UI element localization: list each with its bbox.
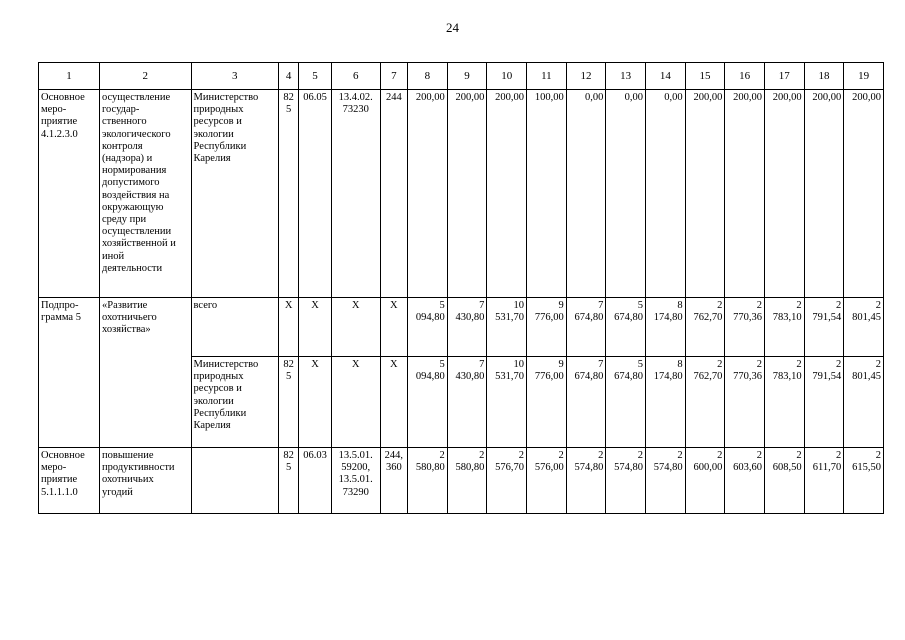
page-number: 24	[446, 20, 459, 35]
expense-type-cell: 244	[380, 90, 407, 298]
value-cell: 10 531,70	[487, 357, 527, 448]
expense-type-cell: 244, 360	[380, 448, 407, 514]
header-cell: 6	[331, 63, 380, 90]
event-name-cell: повышение продуктивности охотничьих угодий	[100, 448, 192, 514]
event-code-cell: Основное меро- приятие 4.1.2.3.0	[39, 90, 100, 298]
header-cell: 3	[191, 63, 278, 90]
value-cell: 200,00	[447, 90, 487, 298]
value-cell: 0,00	[566, 90, 606, 298]
executor-cell: Министерство природных ресурсов и экологии Республики Карелия	[191, 90, 278, 298]
header-cell: 10	[487, 63, 527, 90]
value-cell: 10 531,70	[487, 298, 527, 357]
target-article-cell: 13.4.02. 73230	[331, 90, 380, 298]
table-row	[39, 298, 884, 357]
value-cell: 0,00	[606, 90, 646, 298]
header-cell: 18	[804, 63, 844, 90]
value-cell: 5 094,80	[408, 298, 448, 357]
target-article-cell: X	[331, 298, 380, 357]
value-cell: 100,00	[527, 90, 567, 298]
value-cell: 8 174,80	[646, 357, 686, 448]
header-cell: 19	[844, 63, 884, 90]
value-cell: 2 611,70	[804, 448, 844, 514]
value-cell: 5 674,80	[606, 357, 646, 448]
expense-type-cell: X	[380, 357, 407, 448]
executor-cell: Министерство природных ресурсов и экологии Республики Карелия	[191, 357, 278, 448]
value-cell: 2 576,00	[527, 448, 567, 514]
event-name-cell: осуществление государ- ственного экологического контроля (надзора) и нормирования допустимого воздействия на окружающую среду при осуществлении хозяйственной и иной деятельности	[100, 90, 192, 298]
header-cell: 7	[380, 63, 407, 90]
header-cell: 4	[278, 63, 298, 90]
section-code-cell: X	[299, 357, 332, 448]
value-cell: 2 783,10	[764, 357, 804, 448]
value-cell: 9 776,00	[527, 298, 567, 357]
value-cell: 5 094,80	[408, 357, 448, 448]
header-cell: 5	[299, 63, 332, 90]
grbs-code-cell: 825	[278, 448, 298, 514]
value-cell: 2 574,80	[606, 448, 646, 514]
value-cell: 2 791,54	[804, 298, 844, 357]
expense-type-cell: X	[380, 298, 407, 357]
header-cell: 16	[725, 63, 765, 90]
section-code-cell: 06.03	[299, 448, 332, 514]
header-cell: 12	[566, 63, 606, 90]
value-cell: 200,00	[408, 90, 448, 298]
value-cell: 7 674,80	[566, 298, 606, 357]
value-cell: 7 430,80	[447, 298, 487, 357]
header-cell: 1	[39, 63, 100, 90]
value-cell: 8 174,80	[646, 298, 686, 357]
section-code-cell: X	[299, 298, 332, 357]
value-cell: 2 615,50	[844, 448, 884, 514]
header-cell: 8	[408, 63, 448, 90]
value-cell: 7 674,80	[566, 357, 606, 448]
value-cell: 7 430,80	[447, 357, 487, 448]
value-cell: 2 770,36	[725, 298, 765, 357]
value-cell: 9 776,00	[527, 357, 567, 448]
grbs-code-cell: X	[278, 298, 298, 357]
value-cell: 2 574,80	[646, 448, 686, 514]
value-cell: 2 580,80	[447, 448, 487, 514]
value-cell: 2 770,36	[725, 357, 765, 448]
value-cell: 2 791,54	[804, 357, 844, 448]
grbs-code-cell: 825	[278, 90, 298, 298]
value-cell: 200,00	[487, 90, 527, 298]
header-cell: 9	[447, 63, 487, 90]
value-cell: 5 674,80	[606, 298, 646, 357]
budget-table	[38, 62, 884, 514]
value-cell: 2 574,80	[566, 448, 606, 514]
value-cell: 200,00	[844, 90, 884, 298]
header-cell: 11	[527, 63, 567, 90]
value-cell: 200,00	[685, 90, 725, 298]
section-code-cell: 06.05	[299, 90, 332, 298]
header-cell: 14	[646, 63, 686, 90]
value-cell: 2 762,70	[685, 298, 725, 357]
event-code-cell: Основное меро- приятие 5.1.1.1.0	[39, 448, 100, 514]
value-cell: 2 801,45	[844, 357, 884, 448]
table-header-row	[39, 63, 884, 90]
value-cell: 2 801,45	[844, 298, 884, 357]
header-cell: 17	[764, 63, 804, 90]
subprogram-name-cell: «Развитие охотничьего хозяйства»	[100, 298, 192, 448]
value-cell: 200,00	[804, 90, 844, 298]
table-row	[39, 448, 884, 514]
value-cell: 200,00	[764, 90, 804, 298]
header-cell: 13	[606, 63, 646, 90]
value-cell: 2 603,60	[725, 448, 765, 514]
subprogram-code-cell: Подпро- грамма 5	[39, 298, 100, 448]
value-cell: 2 762,70	[685, 357, 725, 448]
header-cell: 2	[100, 63, 192, 90]
executor-cell	[191, 448, 278, 514]
value-cell: 0,00	[646, 90, 686, 298]
value-cell: 2 608,50	[764, 448, 804, 514]
value-cell: 2 600,00	[685, 448, 725, 514]
executor-cell: всего	[191, 298, 278, 357]
value-cell: 2 576,70	[487, 448, 527, 514]
grbs-code-cell: 825	[278, 357, 298, 448]
value-cell: 2 783,10	[764, 298, 804, 357]
table-row	[39, 90, 884, 298]
target-article-cell: 13.5.01. 59200, 13.5.01. 73290	[331, 448, 380, 514]
value-cell: 200,00	[725, 90, 765, 298]
header-cell: 15	[685, 63, 725, 90]
target-article-cell: X	[331, 357, 380, 448]
value-cell: 2 580,80	[408, 448, 448, 514]
